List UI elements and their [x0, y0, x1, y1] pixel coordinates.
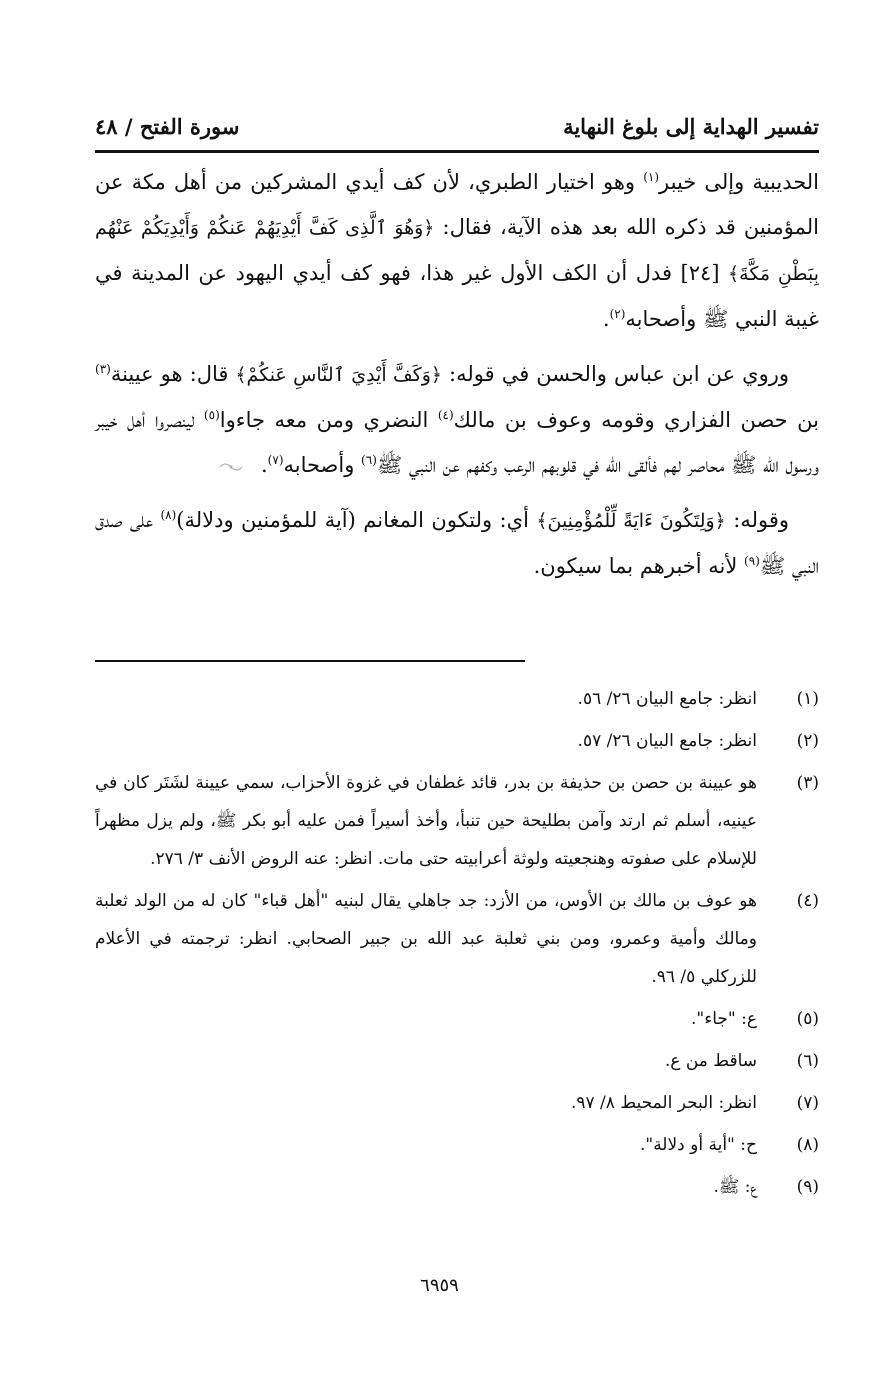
footnote-number: (٣) [796, 773, 819, 793]
footnote-separator [95, 660, 525, 662]
footnote-marker: (١) [643, 170, 660, 184]
footnote-item [95, 764, 819, 878]
footnote-number: (٨) [796, 1135, 819, 1155]
text-run: وهو اختيار الطبري، لأن كف أيدي المشركين من أهل مكة عن المؤمنين قد ذكره الله بعد هذه الآية، فقال: [95, 170, 819, 239]
footnote-number: (٤) [796, 891, 819, 911]
footnote-item [95, 882, 819, 996]
footnote-text: ع: ﷺ. [713, 1177, 757, 1197]
text-run: [٢٤] فدل أن الكف الأول غير هذا، فهو كف أيدي اليهود عن المدينة في غيبة النبي ﷺ وأصحابه [95, 261, 819, 331]
paragraph-2 [95, 352, 819, 488]
footnote-text: ساقط من ع. [664, 1051, 757, 1071]
footnote-marker: (٧) [267, 453, 284, 467]
text-run: أي: ولتكون المغانم (آية للمؤمنين ودلالة) [176, 508, 537, 532]
text-run: لينصروا أهل خيبر ورسول الله ﷺ محاصر لهم فألقى الله في قلوبهم الرعب وكفهم عن النبي ﷺ [95, 408, 819, 477]
text-run: على صدق النبي ﷺ [95, 508, 819, 578]
page-number: ٦٩٥٩ [420, 1275, 459, 1296]
text-run: وقوله: [725, 508, 790, 532]
paragraph-3 [95, 498, 819, 589]
text-run: لأنه أخبرهم بما سيكون. [533, 554, 745, 578]
footnote-marker: (٨) [160, 508, 177, 522]
footnote-item [95, 1168, 819, 1206]
footnote-text: انظر: جامع البيان ٢٦/ ٥٦. [577, 689, 757, 709]
footnote-text: هو عيينة بن حصن بن حذيفة بن بدر، قائد غطفان في غزوة الأحزاب، سمي عيينة لشَتَر كان في عينيه، أسلم ثم ارتد وآمن بطليحة حين تنبأ، وأخذ أسيراً فمن عليه أبو بكر ﷺ، ولم يزل مظهراً للإسلام على صفوته وهنجعيته ولوثة أعرابيته حتى مات. انظر: عنه الروض الأنف ٣/ ٢٧٦. [95, 773, 757, 869]
footnote-text: انظر: البحر المحيط ٨/ ٩٧. [570, 1093, 757, 1113]
footnote-marker: (٣) [95, 362, 111, 376]
footnote-number: (٥) [796, 1009, 819, 1029]
footnote-number: (٦) [796, 1051, 819, 1071]
quran-verse: ﴿وَكَفَّ أَيْدِيَ ٱلنَّاسِ عَنكُمْ﴾ [235, 364, 443, 386]
text-run: . [602, 307, 610, 331]
footnote-item [95, 1126, 819, 1164]
footnote-item [95, 722, 819, 760]
running-header [95, 108, 819, 148]
footnote-number: (٢) [796, 731, 819, 751]
surah-reference: سورة الفتح / ٤٨ [95, 114, 240, 139]
text-run: بن حصن الفزاري وقومه وعوف بن مالك [453, 408, 819, 432]
footnote-item [95, 1000, 819, 1038]
footnote-text: هو عوف بن مالك بن الأوس، من الأزد: جد جاهلي يقال لبنيه "أهل قباء" كان له من الولد ثعلبة ومالك وأمية وعمرو، ومن بني ثعلبة عبد الله بن جبير الصحابي. انظر: ترجمته في الأعلام للزركلي ٥/ ٩٦. [95, 891, 757, 987]
footnote-marker: (٢) [609, 307, 626, 321]
quran-verse: ﴿وَلِتَكُونَ ءَايَةً لِّلْمُؤْمِنِينَ﴾ [536, 510, 726, 532]
footnote-marker: (٥) [203, 408, 220, 422]
text-run: الحديبية وإلى خيبر [659, 170, 820, 194]
footnote-text: ح: "أية أو دلالة". [639, 1135, 757, 1155]
footnote-marker: (٤) [437, 408, 454, 422]
footnotes [95, 680, 819, 1210]
text-run: النضري ومن معه جاءوا [219, 408, 438, 432]
footnote-text: ع: "جاء". [691, 1009, 757, 1029]
text-run: قال: هو عيينة [110, 362, 236, 386]
paragraph-1 [95, 160, 819, 342]
text-run: . [260, 453, 268, 477]
footnote-number: (١) [796, 689, 819, 709]
main-text [95, 160, 819, 599]
book-title: تفسير الهداية إلى بلوغ النهاية [563, 114, 819, 139]
footnote-text: انظر: جامع البيان ٢٦/ ٥٧. [577, 731, 757, 751]
ornament-icon [218, 460, 244, 474]
footnote-item [95, 1084, 819, 1122]
footnote-item [95, 1042, 819, 1080]
footnote-number: (٧) [796, 1093, 819, 1113]
footnote-item [95, 680, 819, 718]
text-run: وأصحابه [283, 453, 362, 477]
footnote-marker: (٦) [361, 453, 377, 467]
quran-verse: ﴿وَهُوَ ٱلَّذِى كَفَّ أَيْدِيَهُمْ عَنكُمْ وَأَيْدِيَكُمْ عَنْهُم بِبَطْنِ مَكَّةَ﴾ [95, 217, 819, 285]
footnote-number: (٩) [796, 1177, 819, 1197]
footnote-marker: (٩) [744, 554, 760, 568]
text-run: وروي عن ابن عباس والحسن في قوله: [442, 362, 790, 386]
header-rule [95, 150, 819, 153]
